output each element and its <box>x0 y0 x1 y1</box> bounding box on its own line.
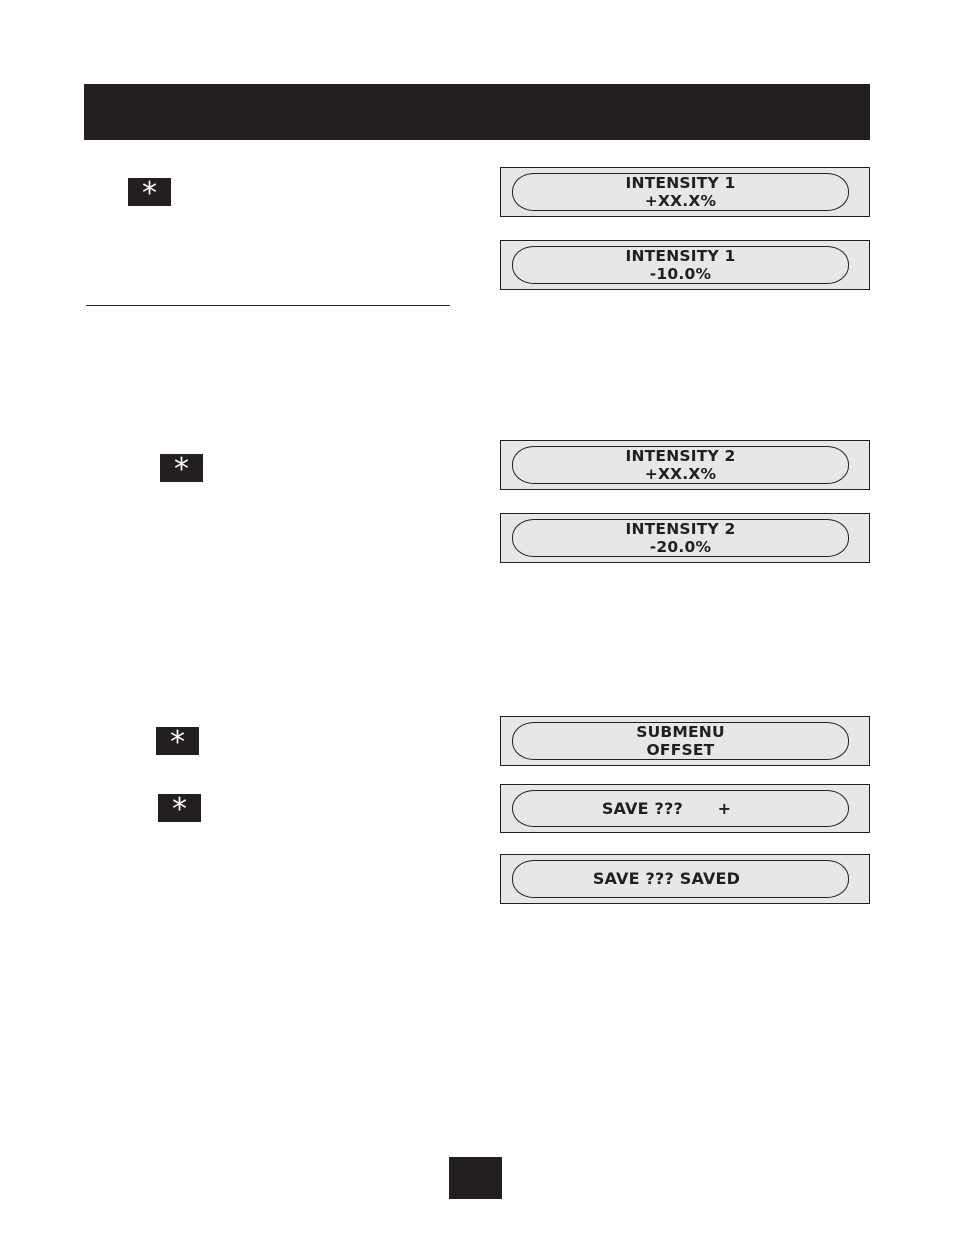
lcd-line-2: -20.0% <box>649 538 712 556</box>
page-number-box <box>449 1157 502 1199</box>
lcd-line-1: SAVE ??? SAVED <box>592 869 741 888</box>
lcd-display-submenu-offset <box>500 716 870 766</box>
lcd-line-2: -10.0% <box>649 265 712 283</box>
lcd-display-save-saved <box>500 854 870 904</box>
asterisk-key-icon: * <box>158 794 201 822</box>
lcd-display-save-prompt <box>500 784 870 833</box>
lcd-line-1: SAVE ??? + <box>601 798 732 818</box>
lcd-screen <box>512 722 849 760</box>
lcd-line-2: OFFSET <box>646 741 715 759</box>
lcd-screen <box>512 790 849 827</box>
lcd-display-intensity2-default <box>500 440 870 490</box>
lcd-screen <box>512 173 849 211</box>
asterisk-key-icon: * <box>128 178 171 206</box>
section-header-bar <box>84 84 870 140</box>
lcd-screen <box>512 246 849 284</box>
lcd-line-1: INTENSITY 2 <box>625 520 736 538</box>
lcd-line-1: INTENSITY 1 <box>625 174 736 192</box>
lcd-line-2: +XX.X% <box>644 465 717 483</box>
asterisk-key-icon: * <box>160 454 203 482</box>
lcd-display-intensity2-value <box>500 513 870 563</box>
lcd-line-1: INTENSITY 1 <box>625 247 736 265</box>
lcd-display-intensity1-default <box>500 167 870 217</box>
lcd-screen <box>512 446 849 484</box>
lcd-line-1: INTENSITY 2 <box>625 447 736 465</box>
lcd-screen <box>512 519 849 557</box>
lcd-display-intensity1-value <box>500 240 870 290</box>
lcd-line-2: +XX.X% <box>644 192 717 210</box>
asterisk-key-icon: * <box>156 727 199 755</box>
lcd-screen <box>512 860 849 898</box>
section-divider <box>86 305 450 306</box>
lcd-line-1: SUBMENU <box>636 723 725 741</box>
